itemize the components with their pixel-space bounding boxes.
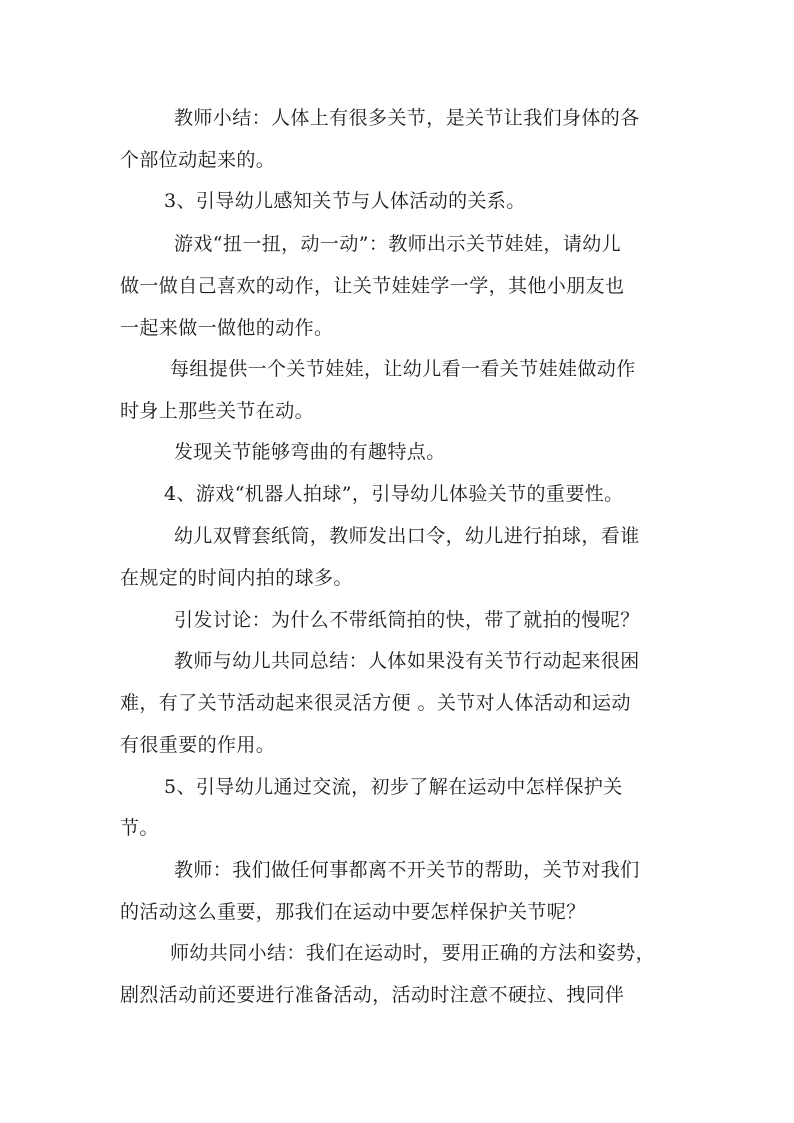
paragraph-line: 有很重要的作用。	[120, 734, 276, 756]
paragraph-line: 剧烈活动前还要进行准备活动，活动时注意不硬拉、拽同伴	[120, 984, 625, 1006]
paragraph-line: 在规定的时间内拍的球多。	[120, 567, 353, 589]
paragraph-line: 游戏“扭一扭，动一动”：教师出示关节娃娃，请幼儿	[174, 233, 622, 255]
paragraph-line: 引发讨论：为什么不带纸筒拍的快，带了就拍的慢呢？	[174, 609, 640, 631]
paragraph-line: 难，有了关节活动起来很灵活方便 。关节对人体活动和运动	[120, 692, 631, 714]
paragraph-line: 一起来做一做他的动作。	[120, 317, 334, 339]
paragraph-line: 教师与幼儿共同总结：人体如果没有关节行动起来很困	[174, 650, 640, 672]
paragraph-line: 教师小结：人体上有很多关节，是关节让我们身体的各	[174, 107, 640, 129]
paragraph-line: 节。	[120, 817, 159, 839]
section-heading: 5、引导幼儿通过交流，初步了解在运动中怎样保护关	[164, 776, 623, 798]
paragraph-line: 发现关节能够弯曲的有趣特点。	[174, 441, 446, 463]
paragraph-line: 教师：我们做任何事都离不开关节的帮助，关节对我们	[174, 859, 640, 881]
paragraph-line: 做一做自己喜欢的动作，让关节娃娃学一学，其他小朋友也	[120, 275, 625, 297]
paragraph-line: 师幼共同小结：我们在运动时，要用正确的方法和姿势，	[170, 942, 656, 964]
paragraph-line: 时身上那些关节在动。	[120, 400, 315, 422]
paragraph-line: 幼儿双臂套纸筒，教师发出口令，幼儿进行拍球，看谁	[174, 525, 640, 547]
paragraph-line: 每组提供一个关节娃娃，让幼儿看一看关节娃娃做动作	[170, 358, 636, 380]
paragraph-line: 个部位动起来的。	[120, 149, 276, 171]
section-heading: 3、引导幼儿感知关节与人体活动的关系。	[164, 190, 526, 212]
section-heading: 4、游戏“机器人拍球”，引导幼儿体验关节的重要性。	[164, 483, 624, 505]
paragraph-line: 的活动这么重要，那我们在运动中要怎样保护关节呢？	[120, 901, 586, 923]
